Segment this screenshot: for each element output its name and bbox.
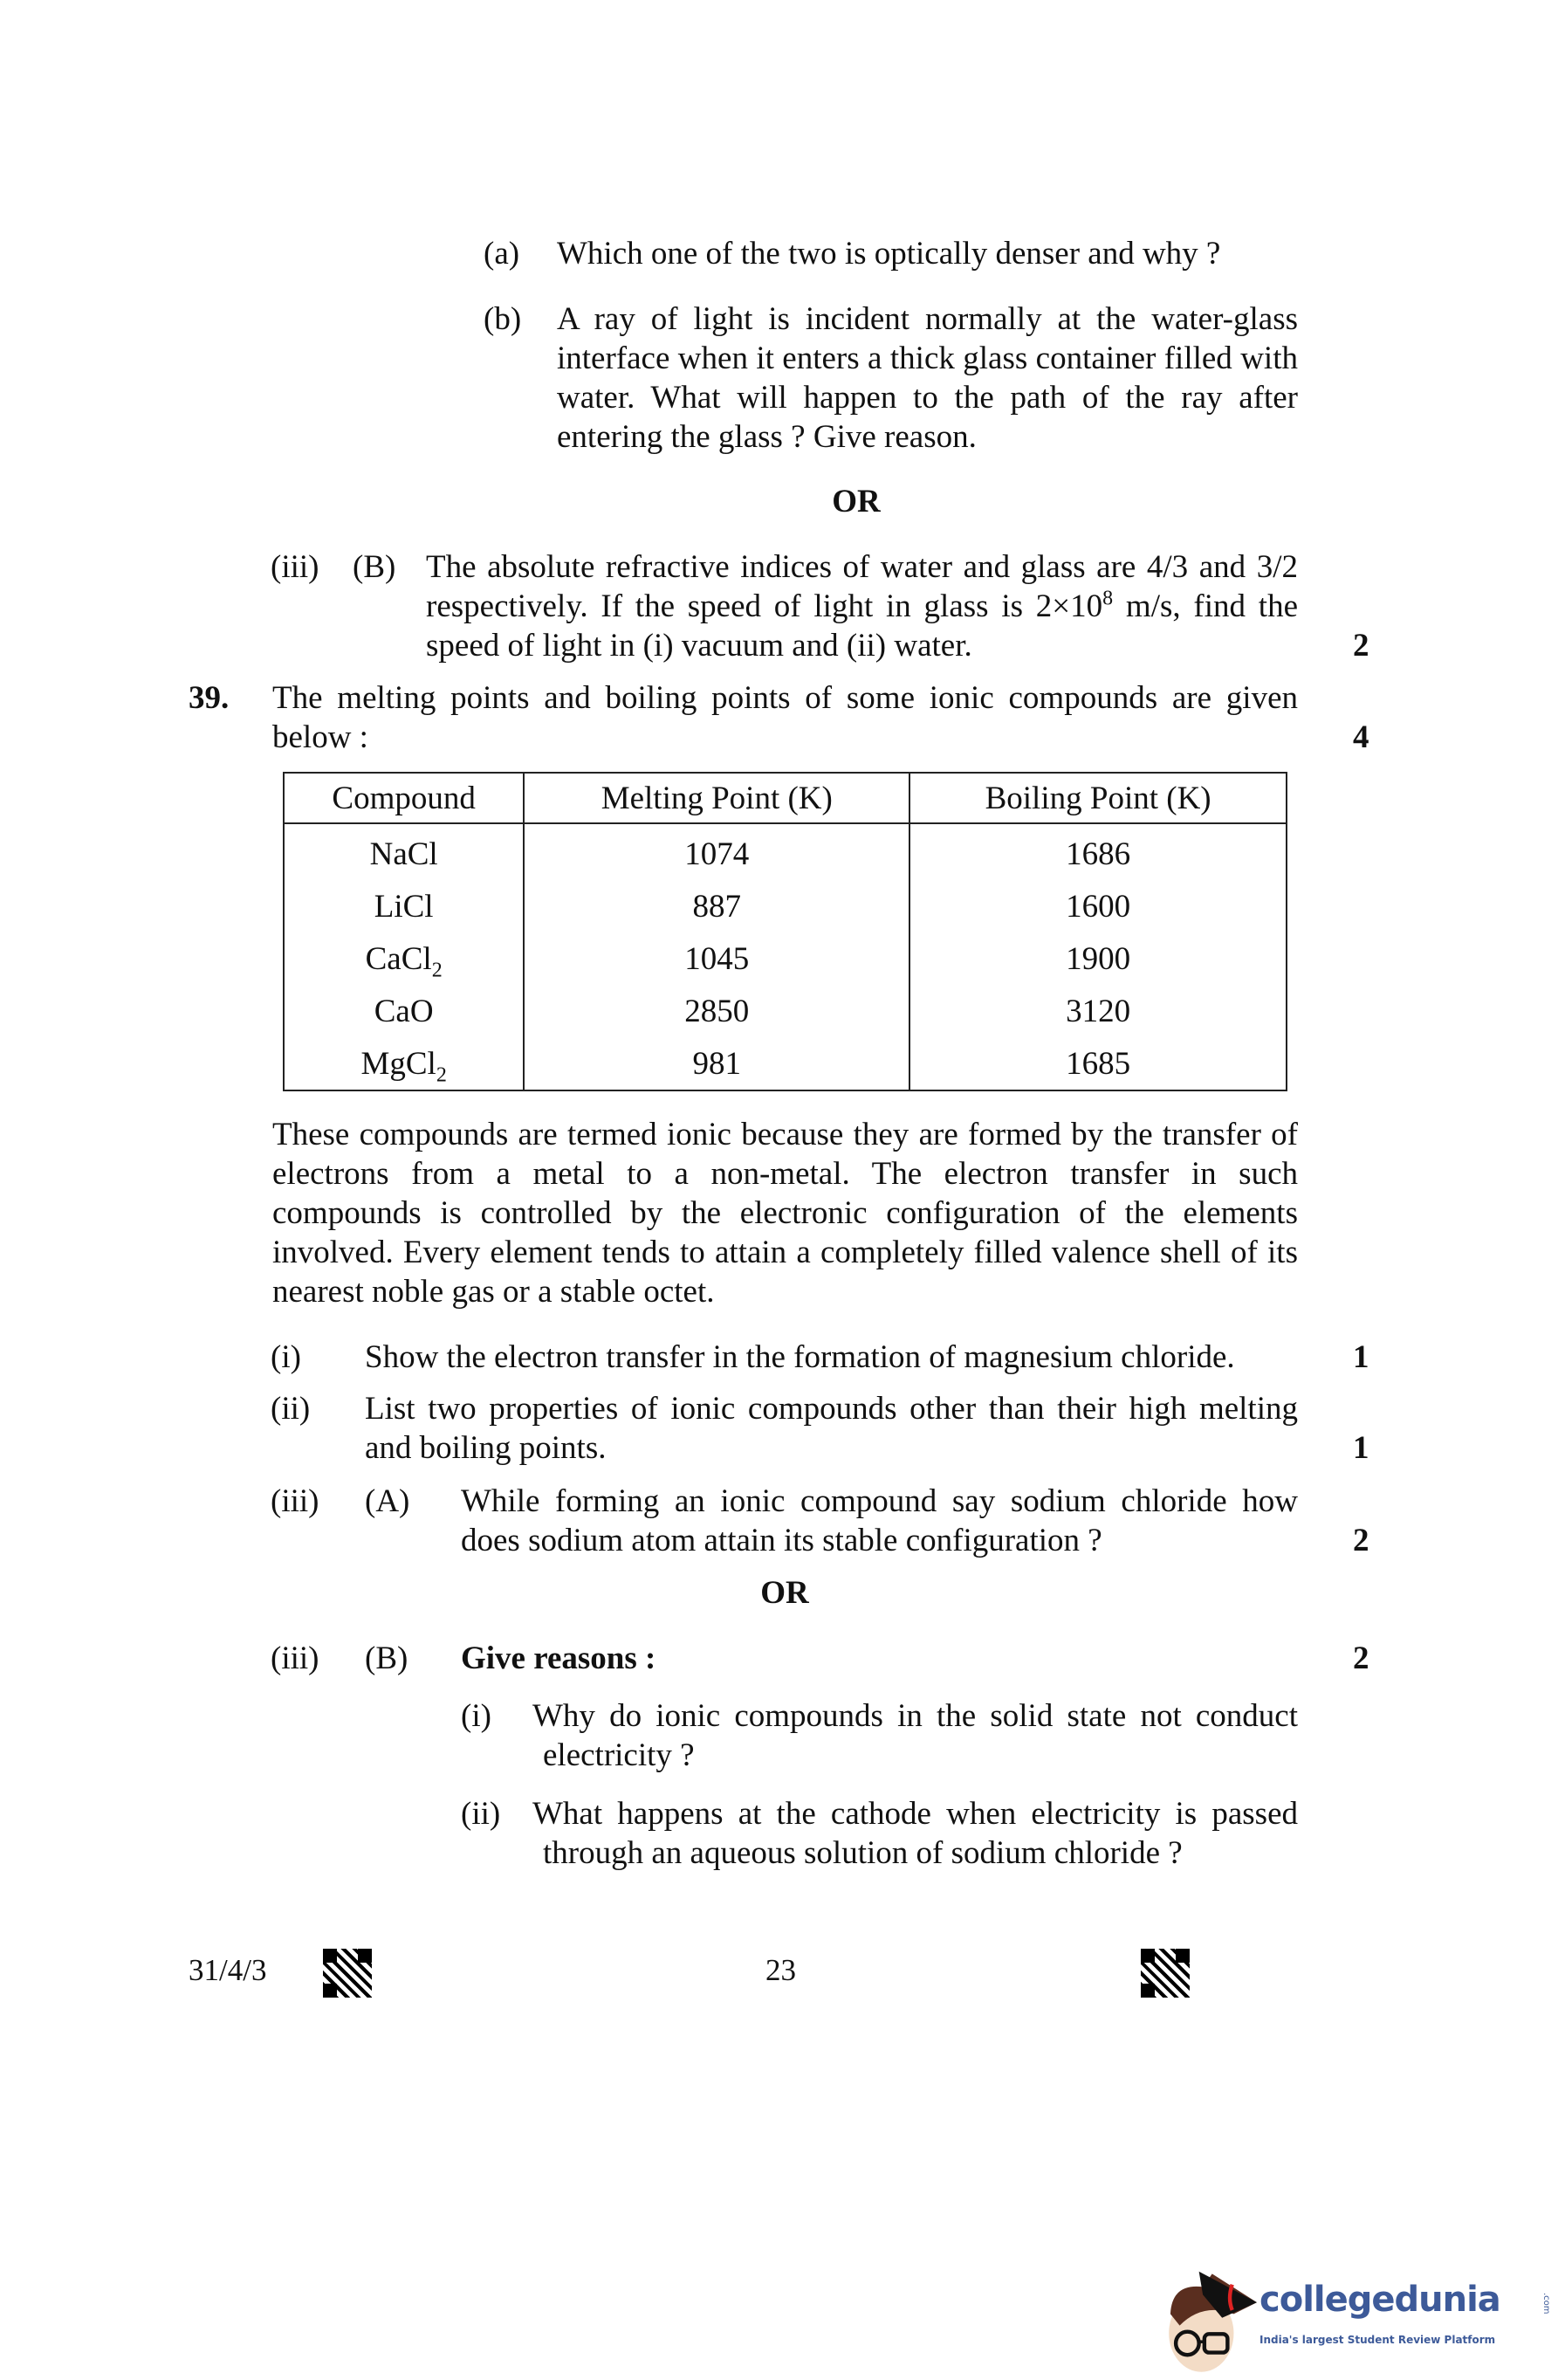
table-row <box>284 985 1287 1037</box>
cell-compound <box>284 932 524 985</box>
reason-ii-text: What happens at the cathode when electricity is passed through an aqueous solution of sodium chloride ? <box>532 1796 1298 1871</box>
part-iii-a-text: While forming an ionic compound say sodium chloride how does sodium atom attain its stable configuration ? <box>461 1483 1298 1558</box>
cell-boiling-point: 3120 <box>909 985 1287 1037</box>
compound-name: NaCl <box>369 836 438 872</box>
part-iii-b-text <box>426 547 1298 665</box>
compound-name: MgCl <box>360 1045 436 1082</box>
subscript: 2 <box>436 1063 447 1086</box>
part-i-text: Show the electron transfer in the formation of magnesium chloride. <box>365 1339 1235 1375</box>
marks: 1 <box>1353 1430 1369 1466</box>
part-iii-label: (iii) <box>271 1641 319 1676</box>
marks: 2 <box>1353 1523 1369 1558</box>
header-boiling-point: Boiling Point (K) <box>909 773 1287 823</box>
logo-tagline: India's largest Student Review Platform <box>1259 2334 1496 2346</box>
cell-compound <box>284 880 524 932</box>
compound-name: CaCl <box>365 940 432 977</box>
or-divider: OR <box>760 1575 809 1611</box>
paper-code: 31/4/3 <box>189 1953 267 1987</box>
cell-melting-point: 887 <box>524 880 909 932</box>
cell-boiling-point: 1900 <box>909 932 1287 985</box>
part-a-text: Which one of the two is optically denser and why ? <box>557 236 1221 272</box>
marks: 4 <box>1353 719 1369 755</box>
logo-wordmark: collegedunia <box>1259 2280 1500 2320</box>
table-row <box>284 932 1287 985</box>
part-ii-text: List two properties of ionic compounds other than their high melting and boiling points. <box>365 1391 1298 1466</box>
reason-ii-label: (ii) <box>461 1796 501 1832</box>
part-b-label: (b) <box>484 301 522 337</box>
cell-compound <box>284 1037 524 1090</box>
collegedunia-logo <box>1156 2253 1554 2380</box>
table-row <box>284 1037 1287 1090</box>
ionic-compounds-table <box>283 772 1287 1091</box>
marks: 2 <box>1353 1641 1369 1676</box>
cell-boiling-point: 1686 <box>909 823 1287 880</box>
compound-name: CaO <box>374 993 434 1029</box>
reason-i-text: Why do ionic compounds in the solid state not conduct electricity ? <box>532 1698 1298 1773</box>
part-a-label: (a) <box>484 236 520 272</box>
part-iii-label: (iii) <box>271 549 319 585</box>
text: The absolute refractive indices of water and glass are 4/3 and 3/2 respectively. If the speed of light in glass is 2×10 <box>426 549 1298 624</box>
mascot-icon <box>1156 2253 1257 2380</box>
header-melting-point: Melting Point (K) <box>524 773 909 823</box>
cell-melting-point: 1045 <box>524 932 909 985</box>
qr-code-icon <box>1141 1949 1190 1998</box>
compound-name: LiCl <box>374 888 434 925</box>
page-number: 23 <box>765 1953 796 1987</box>
part-iii-label: (iii) <box>271 1483 319 1519</box>
part-iii-b-label: (B) <box>365 1641 408 1676</box>
cell-melting-point: 2850 <box>524 985 909 1037</box>
text: m/s, find the speed of light in (i) vacuum and (ii) water. <box>426 588 1298 664</box>
part-iii-b-label: (B) <box>353 549 396 585</box>
cell-compound <box>284 985 524 1037</box>
question-number: 39. <box>189 680 230 716</box>
or-divider: OR <box>832 484 881 519</box>
table-row <box>284 823 1287 880</box>
cell-melting-point: 1074 <box>524 823 909 880</box>
table-row <box>284 880 1287 932</box>
question-intro: The melting points and boiling points of some ionic compounds are given below : <box>272 680 1298 755</box>
cell-melting-point: 981 <box>524 1037 909 1090</box>
paragraph: These compounds are termed ionic because they are formed by the transfer of electrons from a metal to a non-metal. The electron transfer in such compounds is controlled by the electronic configuration of the elements involved. Every element tends to attain a completely filled valence shell of its nearest noble gas or a stable octet. <box>272 1117 1298 1310</box>
part-b-text: A ray of light is incident normally at the water-glass interface when it enters a thick glass container filled with water. What will happen to the path of the ray after entering the glass ? Give reason. <box>557 301 1298 455</box>
marks: 1 <box>1353 1339 1369 1375</box>
qr-code-icon <box>323 1949 372 1998</box>
cell-compound <box>284 823 524 880</box>
part-ii-label: (ii) <box>271 1391 311 1427</box>
give-reasons-heading: Give reasons : <box>461 1641 656 1676</box>
exponent: 8 <box>1102 587 1114 610</box>
reason-i-label: (i) <box>461 1698 491 1734</box>
part-iii-a-label: (A) <box>365 1483 410 1519</box>
marks: 2 <box>1353 628 1369 664</box>
subscript: 2 <box>431 958 443 981</box>
logo-suffix: .com <box>1541 2293 1551 2315</box>
header-compound: Compound <box>284 773 524 823</box>
cell-boiling-point: 1600 <box>909 880 1287 932</box>
part-i-label: (i) <box>271 1339 301 1375</box>
cell-boiling-point: 1685 <box>909 1037 1287 1090</box>
